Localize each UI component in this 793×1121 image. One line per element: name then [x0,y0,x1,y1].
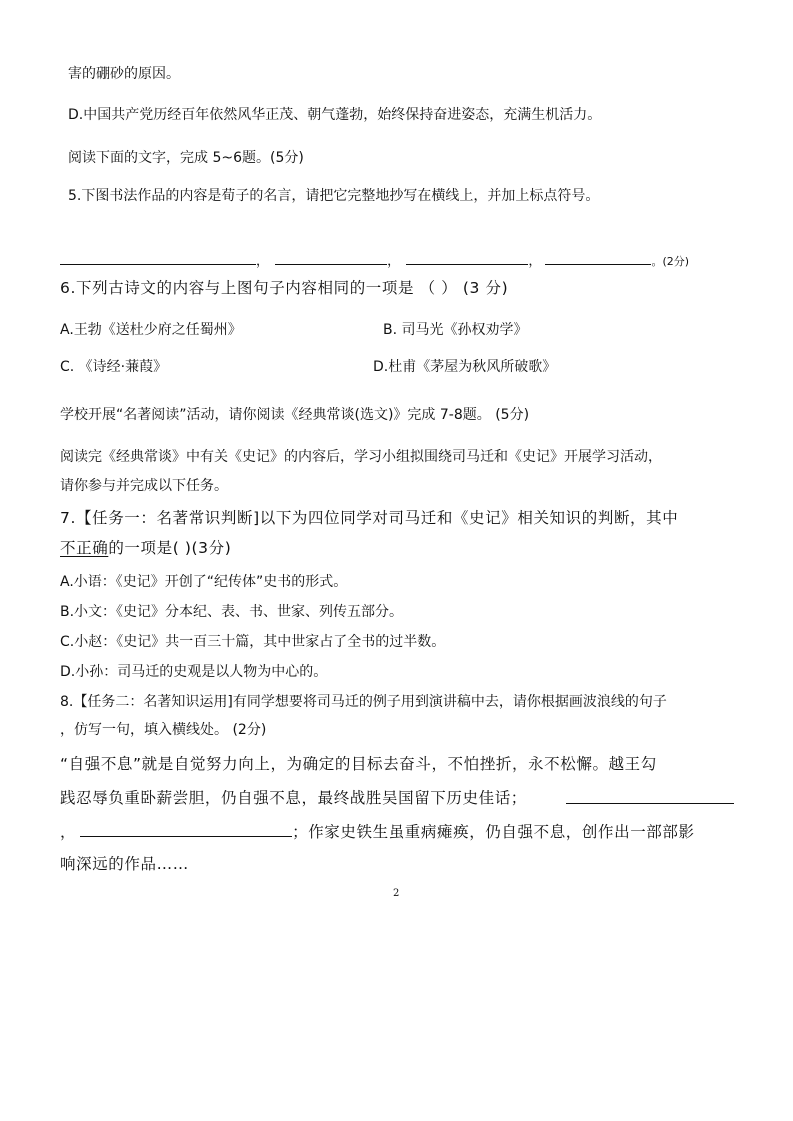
question-6-option-a[interactable]: A.王勃《送杜少府之任蜀州》 [60,322,242,338]
question-8-stem: 8.【任务二：名著知识运用]有同学想要将司马迁的例子用到演讲稿中去，请你根据画波浪线的句子 [60,694,667,710]
question-6-option-d[interactable]: D.杜甫《茅屋为秋风所破歌》 [373,359,557,375]
question-7-stem-cont [60,538,231,558]
question-7-stem-rest: 的一项是( )(3分) [108,539,232,557]
reading-instruction: 阅读下面的文字，完成 5~6题。(5分) [68,150,304,166]
section-intro: 学校开展“名著阅读”活动，请你阅读《经典常谈(选文)》完成 7-8题。 (5分) [60,407,530,423]
passage-text: ；作家史铁生虽重病瘫痪，仍自强不息，创作出一部部影 [292,823,695,841]
passage-text: 践忍辱负重卧薪尝胆，仍自强不息，最终战胜吴国留下历史佳话； [60,789,527,807]
section-context-line-1: 阅读完《经典常谈》中有关《史记》的内容后，学习小组拟围绕司马迁和《史记》开展学习活动， [60,449,662,465]
passage-line-4: 响深远的作品…… [60,855,189,873]
section-context-line-2: 请你参与并完成以下任务。 [60,478,228,494]
question-8-stem-cont: ，仿写一句，填入横线处。 (2分) [60,722,267,738]
separator: ， [256,254,270,269]
answer-blank-4[interactable] [545,250,651,265]
question-5-stem: 5.下图书法作品的内容是荀子的名言，请把它完整地抄写在横线上，并加上标点符号。 [68,188,600,204]
question-7-stem: 7.【任务一：名著常识判断]以下为四位同学对司马迁和《史记》相关知识的判断，其中 [60,509,679,527]
imitation-answer-blank-1[interactable] [566,789,734,804]
question-6-option-b[interactable]: B. 司马光《孙权劝学》 [383,322,528,338]
separator: ， [387,254,401,269]
question-6-stem: 6.下列古诗文的内容与上图句子内容相同的一项是 （ ） (3 分) [60,279,509,297]
question-7-option-d[interactable]: D.小孙：司马迁的史观是以人物为中心的。 [60,664,328,680]
separator: ， [528,254,542,269]
imitation-answer-blank-2[interactable] [80,822,292,837]
answer-blank-2[interactable] [275,250,387,265]
passage-line-1: “自强不息”就是自觉努力向上，为确定的目标去奋斗，不怕挫折，永不松懈。越王勾 [60,755,657,773]
separator: ， [60,823,77,841]
answer-blank-3[interactable] [406,250,528,265]
text-line: 害的硼砂的原因。 [68,66,180,82]
question-7-option-c[interactable]: C.小赵：《史记》共一百三十篇，其中世家占了全书的过半数。 [60,634,446,650]
question-7-option-a[interactable]: A.小语：《史记》开创了“纪传体”史书的形式。 [60,574,348,590]
question-7-option-b[interactable]: B.小文：《史记》分本纪、表、书、世家、列传五部分。 [60,604,404,620]
passage-line-3 [60,822,695,842]
passage-line-2 [60,788,527,808]
question-5-answer-blanks [60,250,689,272]
emphasis-underlined: 不正确 [60,539,109,557]
answer-blank-1[interactable] [60,250,256,265]
page-number: 2 [393,888,400,899]
option-d-line: D.中国共产党历经百年依然风华正茂、朝气蓬勃，始终保持奋进姿态，充满生机活力。 [68,107,602,123]
score-note: 。(2分) [651,255,690,268]
question-6-option-c[interactable]: C. 《诗经·蒹葭》 [60,359,168,375]
